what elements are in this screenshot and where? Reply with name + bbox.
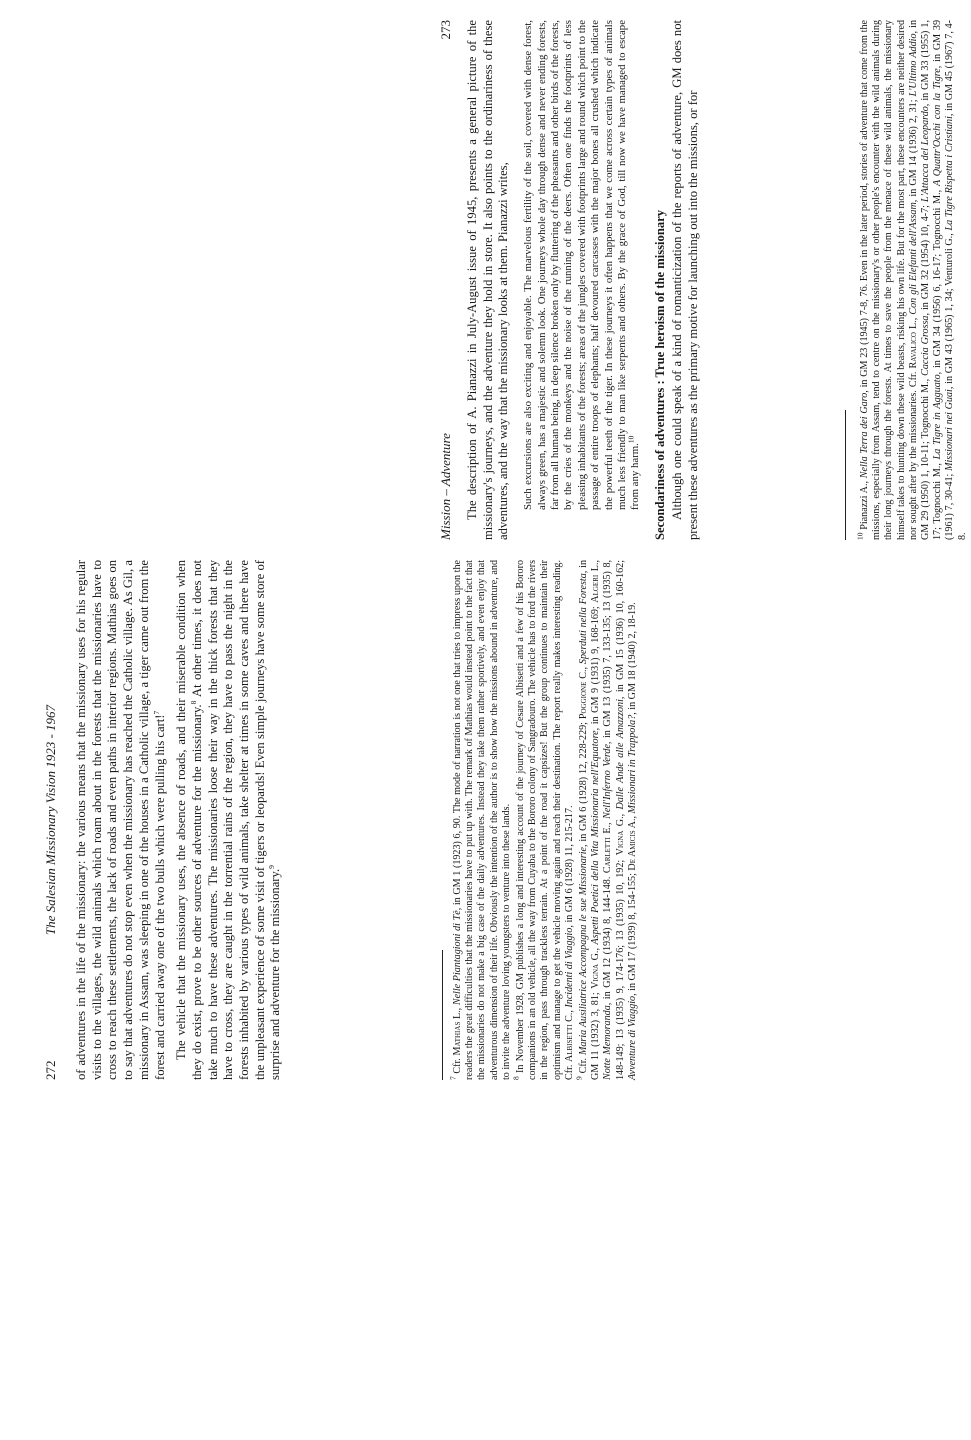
paragraph: The description of A. Pianazzi in July-August issue of 1945, presents a general picture of the missionary's journeys, and the adventure they hold in store. It also points to the ordinariness of these adventures, and the way that the missionary looks at them. Pianazzi writes, <box>465 20 511 540</box>
left-page <box>40 559 638 1440</box>
footnote: $^7$ Cfr. Mathias L., Nelle Piantagioni di Tè, in GM 1 (1923) 6, 90. The mode of narration is not one that tries to impress upon the readers the great difficulties that the missionaries have to put up with. The remark of Mathias would instead point to the fact that the missionaries do not make a big case of the daily adventures. Instead they take them rather sportively, and even enjoy that adventurous dimension of their life. Obviously the intention of the author is to show how the missions abound in adventure, and to invite the adventure loving youngsters to venture into these lands. <box>448 559 512 1080</box>
running-head: The Salesian Missionary Vision 1923 - 1967 <box>43 704 58 936</box>
paragraph: The vehicle that the missionary uses, the absence of roads, and their miserable condition when they do exist, prove to be other sources of adventure for the missionary.$^8$ At other times, it does not take much to have these adventures. The missionaries loose their way in the thick forests that they have to cross, they are caught in the torrential rains of the region, they have to pass the night in the forests inhabited by various types of wild animals, take shelter at times in some caves and there have the unpleasant experience of some visit of tigers or leopards! Even simple journeys have some store of surprise and adventure for the missionary.$^9$ <box>174 560 283 1080</box>
right-page-header <box>435 20 459 540</box>
section-heading: Secondariness of adventures : True heroism of the missionary <box>652 209 667 540</box>
right-footnotes <box>855 19 971 540</box>
left-body-text <box>74 560 284 1080</box>
footnote: $^8$ In November 1928, GM publishes a long and interesting account of the journey of Cesare Albisetti and a few of his Bororo companions in an old vehicle, all the way from Cuyaba to the Bororo colony of Sangradouro. The vehicle has to ford the rivers in the region, pass through trackless terrain. At a point of the road it capsizes! But the group continues to maintain their optimism and manage to get the vehicle moving again and reach their destination. The report really makes interesting reading. Cfr. Albisetti C., Incidenti di Viaggio, in GM 6 (1928) 11, 215-217. <box>511 560 575 1080</box>
page-number: 272 <box>43 1060 58 1080</box>
paragraph: of adventures in the life of the missionary: the various means that the missionary uses for his regular visits to the villages, the wild animals which roam about in the forests that the missionaries have to cross to reach these settlements, the lack of roads and even paths in interior regions. Mathias goes on to say that adventures do not stop even when the missionary has reached the Catholic village. As Gil, a missionary in Assam, was sleeping in one of the houses in a Catholic village, a tiger came out from the forest and carried away one of the two bulls which were pulling his cart!$^7$ <box>74 560 167 1080</box>
right-page <box>435 19 968 900</box>
right-body-text <box>465 20 702 540</box>
paragraph: Although one could speak of a kind of romanticization of the reports of adventure, GM does not present these adventures as the primary motive for launching out into the missions, or for <box>670 20 701 540</box>
footnote-ref: 9 <box>267 865 277 869</box>
footnote: $^{10}$ Pianazzi A., Nella Terra dei Garo, in GM 23 (1945) 7-8, 76. Even in the later period, stories of adventure that come from the missions, especially from Assam, tend to centre on the missionary's or other people's encounter with the wild animals during their long journeys through the forests. At times to save the people from the menace of these wild animals, the missionary himself takes to hunting down these wild beasts, risking his own life. But for the most part, these encounters are neither desired nor sought after by the missionaries. Cfr. Ravalico L., Con gli Elefanti dell'Assam, in GM 14 (1936) 2, 31; L'Ultimo Addio, in GM 29 (1950) 1, 10-11; Tognocchi M., Caccia Grossa, in GM 32 (1954) 10, 4-7; L'Attacca del Leopardo, in GM 33 (1955) 1, 17; Tognocchi M., La Tigre in Agguato, in GM 34 (1956) 6, 16-17; Tognocchi M., A Quattr'Occhi con la Tigre, in GM 39 (1961) 7, 30-41; Missionari nei Guai, in GM 43 (1965) 1, 34; Venturoli G., La Tigre Rispetta i Cristiani, in GM 45 (1967) 7, 4-8. <box>855 19 968 540</box>
footnote-divider <box>845 410 846 540</box>
footnote-divider <box>442 950 443 1080</box>
page-number: 273 <box>438 20 453 40</box>
footnote: $^9$ Cfr. Maria Ausiliatrice Accompagna le sue Missionarie, in GM 6 (1928) 12, 228-229; Poggione C., Sperduti nella Foresta, in GM 11 (1932) 3, 81; Vigna G., Aspetti Poetici della Vita Missionaria nell'Equatore, in GM 9 (1931) 9, 168-169; Algeri L., Notte Memoranda, in GM 12 (1934) 8, 144-148. Carletti E., Nell'Inferno Verde, in GM 13 (1935) 7, 133-135; 13 (1935) 8, 148-149; 13 (1935) 9, 174-176; 13 (1935) 10, 192; Vigna G., Dalle Ande alle Amazzoni, in GM 15 (1936) 10, 160-162; Avventure di Viaggio, in GM 17 (1939) 8, 154-155; De Amicis A., Missionari in Trappola?, in GM 18 (1940) 2, 18-19. <box>574 559 638 1080</box>
block-quote: Such excursions are also exciting and enjoyable. The marvelous fertility of the soil, covered with dense forest, always green, has a majestic and solemn look. One journeys whole day through dense and never ending forests, far from all human being, in deep silence broken only by fluttering of the pheasants and other birds of the forests, by the cries of the monkeys and the noise of the running of the deers. Often one finds the footprints of less pleasing inhabitants of the forests; areas of the jungles covered with footprints large and round which point to the passage of entire troops of elephants; half devoured carcasses with the major bones all crushed which indicate the powerful teeth of the tiger. In these journeys it often happens that we come across certain types of animals much less friendly to man like serpents and others. By the grace of God, till now we have managed to escape from any harm.$^{10}$ <box>522 20 642 510</box>
running-head: Mission – Adventure <box>438 433 453 540</box>
footnote-ref: 7 <box>151 710 161 715</box>
footnote-ref: 8 <box>188 700 198 705</box>
left-page-header <box>40 560 64 1080</box>
footnote-ref: 10 <box>626 435 636 444</box>
